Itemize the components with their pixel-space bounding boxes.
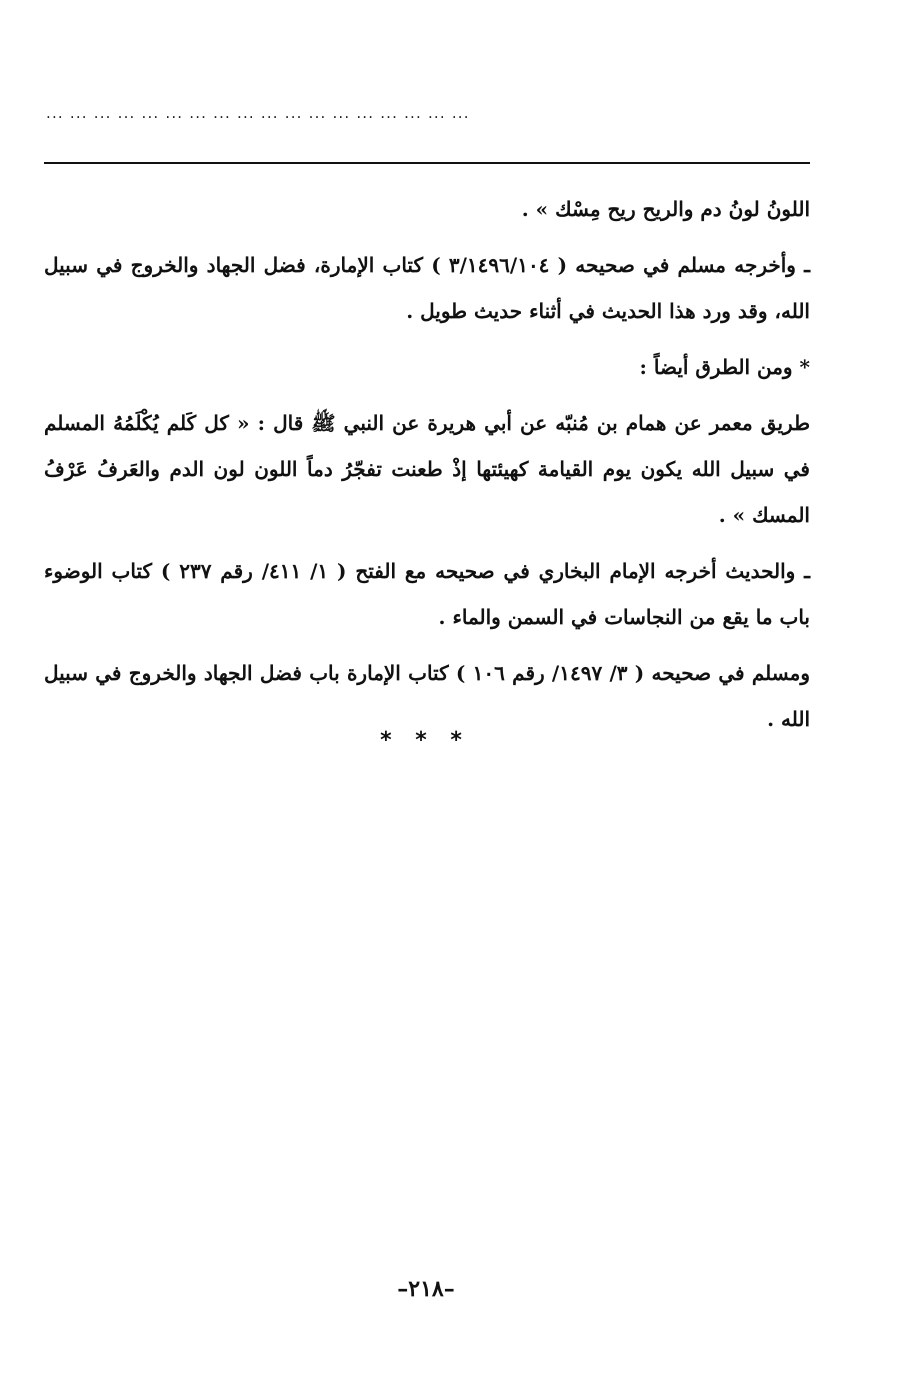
paragraph-3: * ومن الطرق أيضاً : (639, 355, 810, 379)
page-number: –٢١٨– (397, 1276, 455, 1302)
paragraph-5: ـ والحديث أخرجه الإمام البخاري في صحيحه مع الفتح ( ١/ ٤١١/ رقم ٢٣٧ ) كتاب الوضوء باب ما يقع من النجاسات في السمن والماء . (44, 559, 811, 629)
footnote-text (44, 186, 810, 752)
paragraph-1: اللونُ لونُ دم والريح ريح مِسْك » . (521, 197, 810, 221)
footnote-rule (44, 162, 810, 164)
paragraph-4: طريق معمر عن همام بن مُنبّه عن أبي هريرة عن النبي ﷺ قال : « كل كَلم يُكْلَمُهُ المسلم في سبيل الله يكون يوم القيامة كهيئتها إذْ طعنت تفجّرُ دماً اللون لون الدم والعَرفُ عَرْفُ المسك » . (44, 411, 811, 527)
paragraph-2: ـ وأخرجه مسلم في صحيحه ( ٣/١٤٩٦/١٠٤ ) كتاب الإمارة، فضل الجهاد والخروج في سبيل الله، وقد ورد هذا الحديث في أثناء حديث طويل . (44, 253, 810, 323)
section-break-stars: * * * (380, 728, 470, 753)
paragraph-6: ومسلم في صحيحه ( ٣/ ١٤٩٧/ رقم ١٠٦ ) كتاب الإمارة باب فضل الجهاد والخروج في سبيل الله . (44, 661, 811, 731)
ellipsis-separator: ... ... ... ... ... ... ... ... ... ... ... ... ... ... ... ... ... ... (46, 104, 470, 122)
